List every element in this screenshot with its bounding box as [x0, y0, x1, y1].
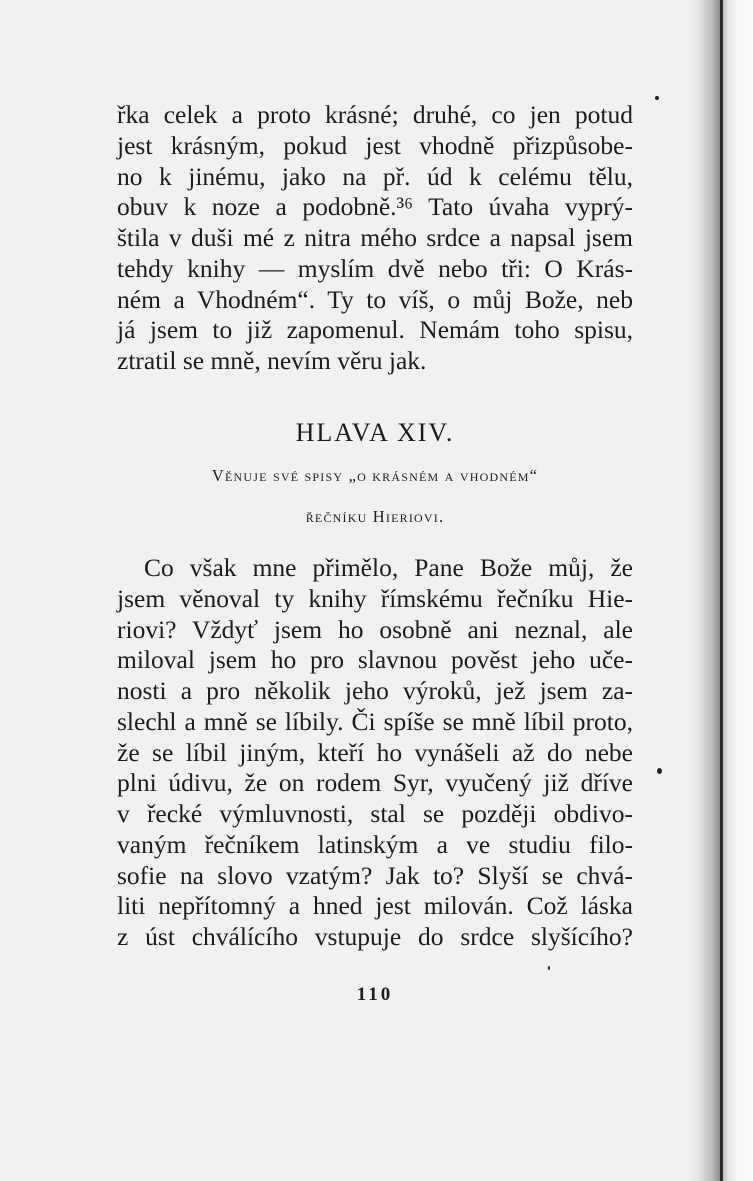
text-line: slechl a mně se líbily. Či spíše se mně líbil proto,: [117, 706, 633, 736]
text-line: v řecké výmluvnosti, stal se později obdivo-: [117, 799, 633, 828]
text-line: Co však mne přimělo, Pane Bože můj, že: [144, 553, 633, 582]
text-line: tehdy knihy — myslím dvě nebo tři: O Krás-: [117, 253, 633, 283]
paragraph-continuation: [117, 100, 633, 377]
chapter-title: HLAVA XIV.: [295, 418, 455, 447]
text-line: ném a Vhodném“. Ty to víš, o můj Bože, neb: [117, 284, 633, 314]
text-line: liti nepřítomný a hned jest milován. Což láska: [117, 891, 633, 921]
text-line: no k jinému, jako na př. úd k celému tělu,: [117, 161, 633, 191]
text-line: nosti a pro několik jeho výroků, jež jsem za-: [117, 676, 633, 705]
ink-speck: [657, 768, 662, 774]
ink-speck: [548, 966, 550, 970]
text-line: sofie na slovo vzatým? Jak to? Slyší se chvá-: [117, 860, 633, 890]
chapter-subtitle-line-1: Věnuje své spisy „o krásném a vhodném“: [211, 466, 539, 485]
text-line: miloval jsem ho pro slavnou pověst jeho uče-: [117, 645, 633, 675]
text-line: jest krásným, pokud jest vhodně přizpůsobe-: [117, 130, 633, 160]
text-line: štila v duši mé z nitra mého srdce a napsal jsem: [117, 223, 633, 252]
text-line: že se líbil jiným, kteří ho vynášeli až do nebe: [117, 737, 633, 767]
text-line: ztratil se mně, nevím věru jak.: [117, 346, 427, 375]
text-line: jsem věnoval ty knihy římskému řečníku Hie-: [117, 583, 633, 613]
adjacent-page-edge: [723, 0, 753, 1181]
chapter-paragraph: [117, 553, 633, 953]
text-line: vaným řečníkem latinským a ve studiu filo-: [117, 829, 633, 859]
text-line: já jsem to již zapomenul. Nemám toho spisu,: [117, 315, 633, 345]
text-line: riovi? Vždyť jsem ho osobně ani neznal, ale: [117, 614, 633, 644]
chapter-subtitle-line-2: řečníku Hieriovi.: [305, 507, 445, 526]
text-line: obuv k noze a podobně.³⁶ Tato úvaha vyprý-: [117, 192, 633, 222]
text-line: řka celek a proto krásné; druhé, co jen potud: [117, 100, 633, 129]
text-line: plni údivu, že on rodem Syr, vyučený již dříve: [117, 768, 633, 798]
page-number: 110: [356, 984, 394, 1005]
text-line: z úst chválícího vstupuje do srdce slyšícího?: [117, 922, 633, 951]
ink-speck: [655, 96, 659, 100]
